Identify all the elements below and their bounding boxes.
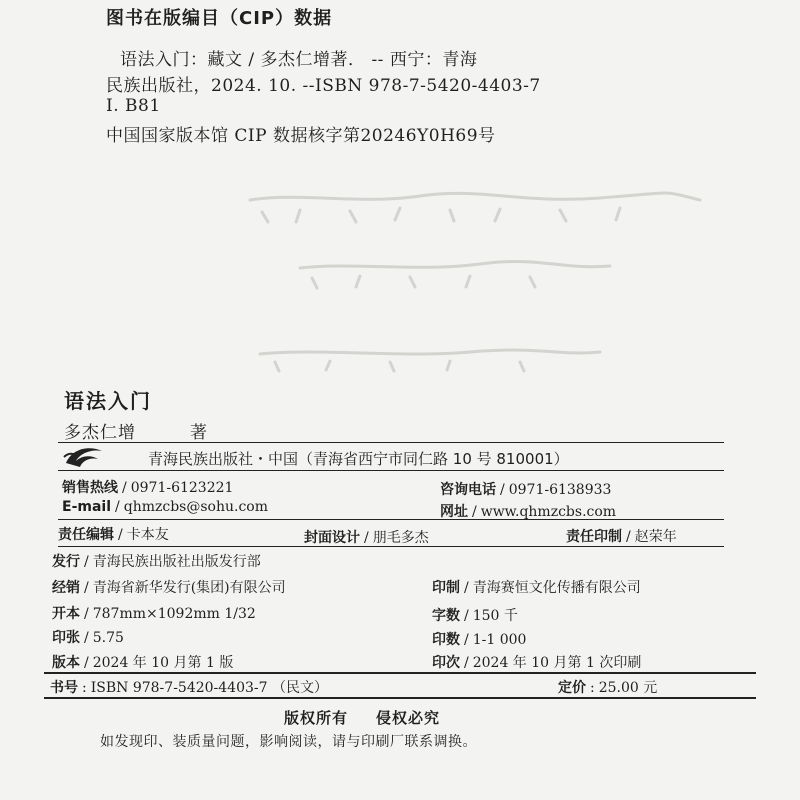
rights-reserved: 版权所有 <box>284 709 349 727</box>
word-count-row: 字数 / 150 千 <box>432 608 518 624</box>
impression-row: 印次 / 2024 年 10 月第 1 次印刷 <box>432 655 642 671</box>
printer-label: 印制 <box>432 580 460 596</box>
cover-label: 封面设计 <box>304 530 360 546</box>
inquiry-label: 咨询电话 <box>440 482 496 498</box>
distribute-label: 发行 <box>52 554 80 570</box>
sales-hotline: 销售热线 / 0971-6123221 <box>62 480 234 496</box>
sales-value: 0971-6123221 <box>130 480 234 496</box>
cip-heading: 图书在版编目（CIP）数据 <box>106 8 333 29</box>
dealer-value: 青海省新华发行(集团)有限公司 <box>92 580 286 596</box>
distribution-row: 发行 / 青海民族出版社出版发行部 <box>52 554 261 570</box>
inquiry-value: 0971-6138933 <box>508 482 612 498</box>
website-row: 网址 / www.qhmzcbs.com <box>440 504 617 520</box>
divider-isbn-top <box>44 672 756 674</box>
copies-label: 印数 <box>432 632 460 648</box>
price-value: 25.00 元 <box>598 680 658 696</box>
printer-value: 青海赛恒文化传播有限公司 <box>472 580 641 596</box>
isbn-value: ISBN 978-7-5420-4403-7 （民文） <box>90 680 328 696</box>
format-label: 开本 <box>52 606 80 622</box>
edition-row: 版本 / 2024 年 10 月第 1 版 <box>52 655 234 671</box>
author-role: 著 <box>190 423 208 443</box>
dealer-row: 经销 / 青海省新华发行(集团)有限公司 <box>52 580 286 596</box>
isbn-label: 书号 <box>50 680 78 696</box>
responsible-editor: 责任编辑 / 卡本友 <box>58 527 169 543</box>
cip-line-1: 语法入门：藏文 / 多杰仁增著． -- 西宁：青海 <box>120 50 478 70</box>
impression-label: 印次 <box>432 655 460 671</box>
words-label: 字数 <box>432 608 460 624</box>
cip-line-2: 民族出版社，2024. 10. --ISBN 978-7-5420-4403-7 <box>106 76 541 96</box>
sheets-label: 印张 <box>52 630 80 646</box>
inquiry-phone: 咨询电话 / 0971-6138933 <box>440 482 612 498</box>
impression-value: 2024 年 10 月第 1 次印刷 <box>472 655 642 671</box>
email-label: E-mail <box>62 499 112 515</box>
cover-value: 朋毛多杰 <box>372 530 429 546</box>
format-value: 787mm×1092mm 1/32 <box>92 606 256 622</box>
sheets-row: 印张 / 5.75 <box>52 630 124 646</box>
author-line <box>64 418 208 443</box>
sales-label: 销售热线 <box>62 480 118 496</box>
copies-value: 1-1 000 <box>472 632 527 648</box>
divider-specs <box>58 546 724 547</box>
email-value: qhmzcbs@sohu.com <box>123 499 268 515</box>
divider-contact <box>58 470 724 471</box>
sheets-value: 5.75 <box>92 630 124 646</box>
divider-editors <box>58 519 724 520</box>
rights-line <box>284 707 440 728</box>
quality-notice: 如发现印、装质量问题，影响阅读，请与印刷厂联系调换。 <box>100 734 477 750</box>
cip-line-3: I. B81 <box>106 96 161 116</box>
copies-row: 印数 / 1-1 000 <box>432 632 527 648</box>
edition-value: 2024 年 10 月第 1 版 <box>92 655 234 671</box>
publisher-logo-icon <box>62 443 108 469</box>
dealer-label: 经销 <box>52 580 80 596</box>
words-value: 150 千 <box>472 608 518 624</box>
printer-row: 印制 / 青海赛恒文化传播有限公司 <box>432 580 641 596</box>
distribute-value: 青海民族出版社出版发行部 <box>92 554 261 570</box>
book-title: 语法入门 <box>64 389 152 413</box>
editor-label: 责任编辑 <box>58 527 114 543</box>
rights-infringement: 侵权必究 <box>376 709 441 727</box>
divider-top <box>58 442 724 443</box>
format-row: 开本 / 787mm×1092mm 1/32 <box>52 606 256 622</box>
print-resp-value: 赵荣年 <box>634 529 677 545</box>
editor-value: 卡本友 <box>126 527 169 543</box>
divider-isbn-bottom <box>44 697 756 699</box>
website-value: www.qhmzcbs.com <box>480 504 617 520</box>
publisher-address: 青海民族出版社・中国（青海省西宁市同仁路 10 号 810001） <box>148 450 569 468</box>
website-label: 网址 <box>440 504 468 520</box>
price-label: 定价 <box>558 680 586 696</box>
isbn-row: 书号 : ISBN 978-7-5420-4403-7 （民文） <box>50 680 328 696</box>
print-supervisor: 责任印制 / 赵荣年 <box>566 529 677 545</box>
cip-line-4: 中国国家版本馆 CIP 数据核字第20246Y0H69号 <box>106 126 496 146</box>
author-name: 多杰仁增 <box>64 423 136 443</box>
price-row: 定价 : 25.00 元 <box>558 680 658 696</box>
email-row: E-mail / qhmzcbs@sohu.com <box>62 499 268 515</box>
edition-label: 版本 <box>52 655 80 671</box>
cover-design: 封面设计 / 朋毛多杰 <box>304 530 429 546</box>
print-resp-label: 责任印制 <box>566 529 622 545</box>
